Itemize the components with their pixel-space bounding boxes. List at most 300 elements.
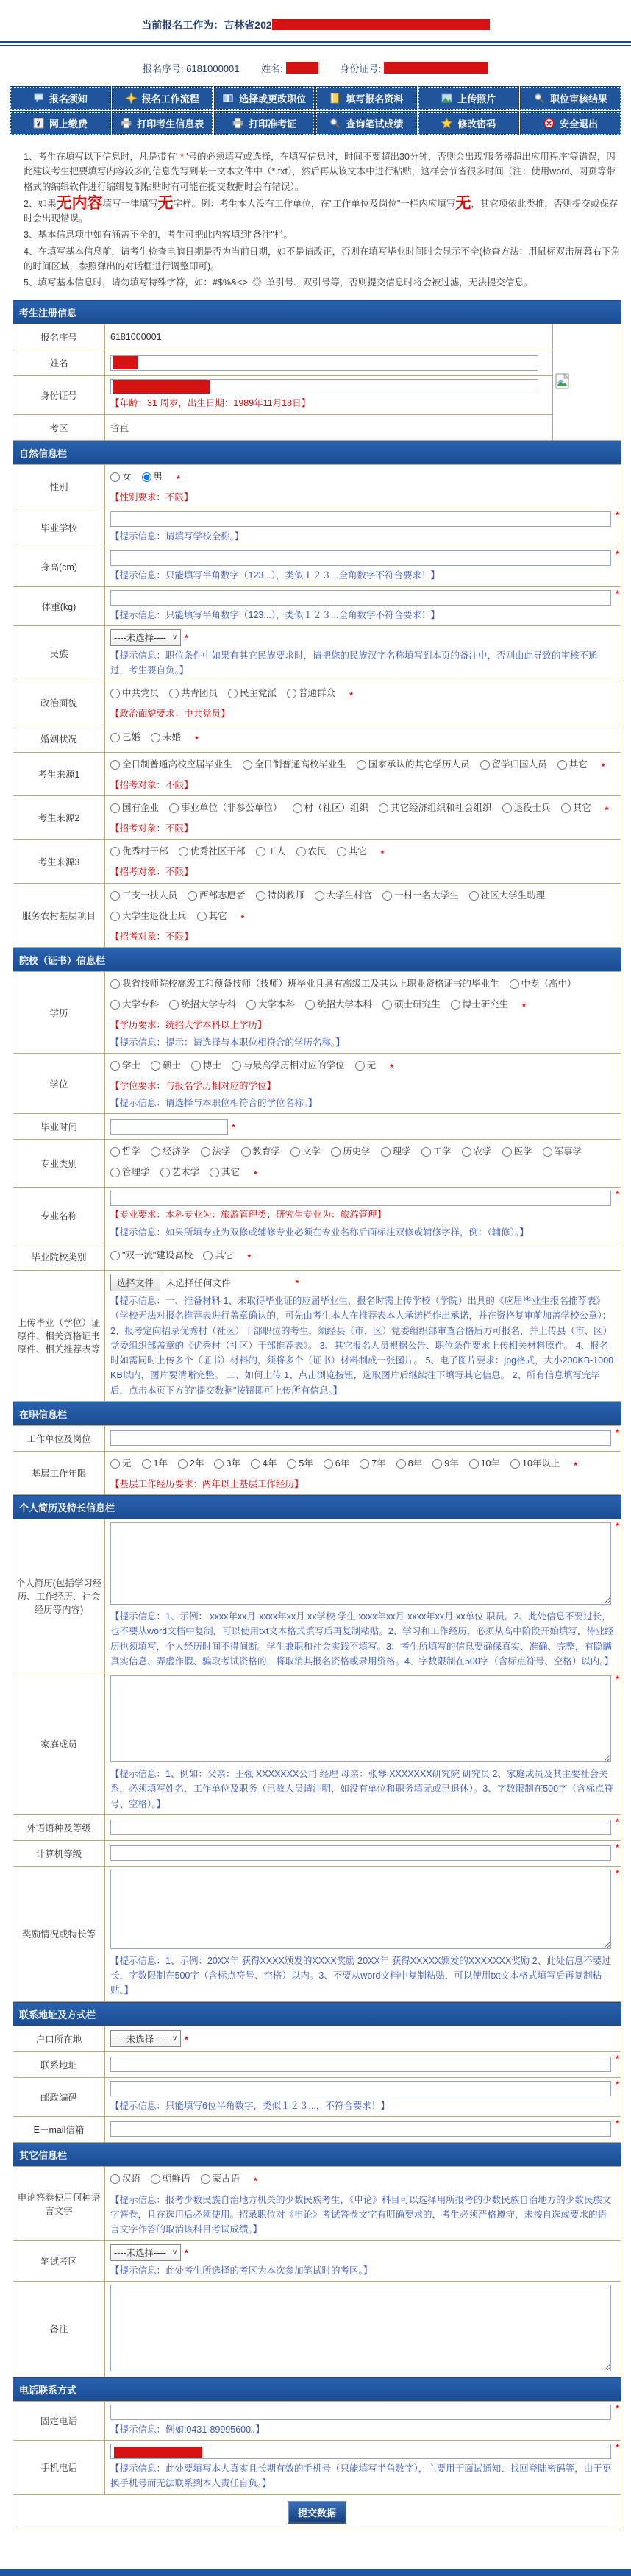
natural-info-table: [13, 464, 621, 948]
radio-option[interactable]: [243, 756, 346, 774]
radio-button[interactable]: [151, 1061, 160, 1071]
instruction-item-4: 4、在填写基本信息前，请考生检查电脑日期是否为当前日期，如不是请改正，否则在填写毕业时间时会显示不全(检查方法：用鼠标双击屏幕右下角的时间区域，参照弹出的对话框进行调整即可)。: [24, 246, 621, 272]
radio-option-label: 优秀社区干部: [190, 846, 246, 857]
radio-option[interactable]: [324, 1455, 349, 1473]
hint-text: 【提示信息：此处考生所选择的考区为本次参加笔试时的考区。】: [110, 2265, 373, 2276]
radio-button[interactable]: [296, 847, 306, 856]
radio-option[interactable]: [331, 1143, 371, 1161]
radio-option[interactable]: [110, 996, 159, 1014]
radio-option[interactable]: [382, 996, 441, 1014]
radio-button[interactable]: [287, 689, 296, 698]
radio-button[interactable]: [246, 1000, 256, 1010]
field-label: 毕业院校类别: [13, 1243, 105, 1271]
radio-option-label: "双一流"建设高校: [122, 1250, 193, 1260]
radio-option[interactable]: [203, 1246, 233, 1265]
radio-button[interactable]: [502, 1147, 512, 1157]
radio-button[interactable]: [210, 1168, 219, 1177]
household-location-select[interactable]: [110, 2030, 181, 2047]
radio-button[interactable]: [379, 803, 388, 813]
radio-button[interactable]: [251, 1459, 260, 1469]
form-row: [13, 1672, 621, 1815]
chevron-down-icon: ∨: [171, 633, 178, 642]
radio-button[interactable]: [469, 891, 479, 901]
radio-option[interactable]: [543, 1143, 582, 1161]
radio-button[interactable]: [179, 847, 188, 856]
radio-button[interactable]: [160, 1168, 170, 1177]
radio-option-label: 留学归国人员: [491, 759, 547, 770]
hint-text: 【提示信息：1、例如：父亲：王强 XXXXXXX公司 经理 母亲：张琴 XXXXXXX研究院 研究员 2、家庭成员及其主要社会关系，必须填写姓名、工作单位及职务（已故人员请注明，如没有单位和职务填无或已退休）。3、字数限制在500字（含标点符号、空格）。】: [110, 1769, 614, 1809]
radio-option-label: 文学: [302, 1146, 321, 1157]
radio-button[interactable]: [256, 891, 265, 901]
form-row: [13, 1188, 621, 1243]
radio-button[interactable]: [469, 1459, 479, 1469]
radio-option-label: 统招大学专科: [181, 999, 237, 1010]
graduation-time-input[interactable]: [110, 1119, 228, 1135]
required-asterisk: *: [601, 761, 605, 772]
radio-option-label: 朝鲜语: [163, 2173, 190, 2184]
fixed-phone-input[interactable]: [110, 2405, 611, 2420]
radio-option-label: 哲学: [122, 1146, 141, 1157]
required-asterisk: *: [232, 1121, 235, 1132]
radio-button[interactable]: [188, 891, 197, 901]
radio-option-label: 农学: [473, 1146, 492, 1157]
form-row: [13, 1425, 621, 1451]
radio-option-label: 10年: [480, 1458, 500, 1469]
radio-option-label: 三支一扶人员: [122, 890, 178, 901]
nav-label: 打印准考证: [249, 118, 297, 129]
radio-button[interactable]: [197, 912, 207, 921]
nav-button-change-password[interactable]: [418, 112, 518, 135]
radio-button[interactable]: [169, 1000, 179, 1010]
radio-option[interactable]: [110, 1246, 193, 1265]
idcard-label: 身份证号:: [340, 63, 382, 74]
hint-text: 【提示信息：一、准备材料 1、未取得毕业证的应届毕业生，报名时需上传学校（学院）出具的《应届毕业生报名推荐表》（学校无法对报名推荐表进行盖章确认的，可先由考生本人在推荐表本人承诺栏作出承诺，并在资格复审前加盖学校公章）； 2、报考定向招录优秀村（社区）干部职位的考生，须经县（市、区）党委组织部审查合格后方可报名，并上传县（市、区）党委组织部盖章的《优秀村（社区）干部推荐表》。 3、其它报名人员根据公告、职位条件要求上传相关材料原件。 4、报名时如需同时上传多个（证书）材料的，须将多个（证书）材料制成一张图片。 5、电子图片要求：jpg格式，大小200KB-1000KB以内，图片要清晰完整。 二、如何上传 1、点击浏览按钮，选取图片后继续往下填写其它信息。 2、所有信息填写完毕后，点击本页下方的"提交数据"按钮即可上传所有信息。】: [110, 1296, 614, 1396]
radio-option[interactable]: [432, 1455, 458, 1473]
radio-button[interactable]: [232, 1061, 241, 1071]
radio-option-label: 硕士: [163, 1060, 182, 1071]
radio-button[interactable]: [110, 1168, 120, 1177]
radio-button[interactable]: [331, 1147, 341, 1157]
radio-button[interactable]: [110, 1251, 120, 1260]
radio-button[interactable]: [315, 891, 324, 901]
instruction-item-5: 5、填写基本信息时，请勿填写特殊字符，如：#$%&<>《》单引号、双引号等，否则提交信息时将会被过滤，无法提交信息。: [24, 277, 533, 288]
weight-input[interactable]: [110, 590, 611, 606]
radio-button[interactable]: [510, 1459, 520, 1469]
radio-option[interactable]: [110, 728, 140, 747]
radio-option[interactable]: [110, 756, 232, 774]
form-row: [13, 1140, 621, 1188]
radio-option[interactable]: [382, 887, 459, 905]
radio-button[interactable]: [110, 689, 120, 698]
radio-button[interactable]: [110, 1147, 120, 1157]
field-label: 体重(kg): [13, 586, 105, 625]
radio-option[interactable]: [151, 1143, 190, 1161]
radio-option[interactable]: [293, 799, 369, 817]
field-label: 计算机等级: [13, 1840, 105, 1866]
radio-button[interactable]: [290, 1147, 300, 1157]
radio-option[interactable]: [110, 468, 132, 486]
radio-option[interactable]: [151, 1057, 181, 1075]
idcard-input[interactable]: [110, 379, 538, 394]
radio-button[interactable]: [561, 803, 571, 813]
radio-option-label: 其它: [208, 910, 227, 921]
radio-button[interactable]: [337, 847, 346, 856]
form-row: [13, 972, 621, 1054]
field-label: 考区: [13, 414, 105, 440]
radio-option[interactable]: [510, 975, 577, 993]
radio-option-label: 历史学: [343, 1146, 371, 1157]
radio-option[interactable]: [110, 1057, 140, 1075]
radio-button[interactable]: [256, 847, 265, 856]
form-row: [13, 2051, 621, 2077]
radio-option[interactable]: [379, 799, 492, 817]
radio-option[interactable]: [241, 1143, 281, 1161]
radio-button[interactable]: [241, 1147, 251, 1157]
radio-option[interactable]: [110, 975, 499, 993]
radio-option[interactable]: [169, 996, 236, 1014]
section-header-college: 院校（证书）信息栏: [13, 948, 621, 971]
radio-option[interactable]: [502, 1143, 532, 1161]
radio-button[interactable]: [110, 1459, 120, 1469]
radio-option[interactable]: [305, 996, 372, 1014]
form-row: [13, 796, 621, 840]
other-info-table: [13, 2166, 621, 2377]
radio-option-label: 其它: [215, 1250, 234, 1260]
requirement-note: 【学历要求：统招大学本科以上学历】: [110, 1020, 267, 1031]
radio-option[interactable]: [232, 1057, 345, 1075]
radio-option[interactable]: [178, 1455, 204, 1473]
nav-button-print-info-form[interactable]: [113, 112, 213, 135]
radio-option[interactable]: [396, 1455, 422, 1473]
radio-option[interactable]: [469, 887, 546, 905]
radio-option[interactable]: [110, 1455, 132, 1473]
academic-degree-radio-group: [110, 1062, 386, 1073]
remark-textarea[interactable]: [110, 2285, 611, 2371]
radio-button[interactable]: [381, 1147, 391, 1157]
redacted-title-block: [272, 19, 490, 30]
nav-label: 上传照片: [457, 93, 496, 104]
section-header-resume: 个人简历及特长信息栏: [13, 1495, 621, 1519]
select-value: ----未选择----: [114, 633, 166, 644]
contact-info-table: [13, 2026, 621, 2143]
radio-button[interactable]: [421, 1147, 431, 1157]
radio-option-label: 与最高学历相对应的学位: [243, 1060, 345, 1071]
postcode-input[interactable]: [110, 2081, 611, 2096]
radio-option[interactable]: [421, 1143, 452, 1161]
radio-option[interactable]: [110, 1163, 150, 1182]
email-input[interactable]: [110, 2121, 611, 2137]
radio-button[interactable]: [110, 847, 120, 856]
radio-option-label: 5年: [299, 1458, 313, 1469]
radio-button[interactable]: [110, 472, 120, 482]
radio-button[interactable]: [110, 760, 120, 770]
required-asterisk: *: [195, 734, 199, 745]
radio-option[interactable]: [142, 468, 163, 486]
radio-option[interactable]: [357, 756, 470, 774]
radio-button[interactable]: [142, 472, 151, 482]
required-asterisk: *: [185, 2248, 188, 2259]
radio-option[interactable]: [188, 887, 246, 905]
radio-option[interactable]: [110, 1143, 140, 1161]
form-row: [13, 840, 621, 883]
nav-label: 安全退出: [560, 118, 599, 129]
field-label: 邮政编码: [13, 2077, 105, 2116]
page-title-text: 当前报名工作为：吉林省202: [141, 19, 272, 31]
required-asterisk: *: [616, 2079, 619, 2090]
radio-option[interactable]: [169, 684, 218, 703]
nav-button-query-score[interactable]: [316, 112, 416, 135]
radio-option[interactable]: [561, 799, 591, 817]
field-label: 身高(cm): [13, 547, 105, 586]
nav-button-choose-position[interactable]: [215, 87, 315, 110]
radio-button[interactable]: [243, 760, 252, 770]
radio-button[interactable]: [293, 803, 302, 813]
radio-button[interactable]: [203, 1251, 213, 1260]
name-input[interactable]: [110, 355, 538, 371]
registration-form: [13, 300, 621, 2530]
radio-option[interactable]: [296, 842, 327, 861]
radio-button[interactable]: [382, 1000, 392, 1010]
radio-option-label: 大学生退役士兵: [122, 910, 187, 921]
radio-option-label: 社区大学生助理: [480, 890, 546, 901]
radio-button[interactable]: [142, 1459, 151, 1469]
form-row: [13, 1519, 621, 1672]
field-label: 外语语种及等级: [13, 1814, 105, 1840]
hint-text: 【提示信息：1、示例：20XX年 获得XXXX颁发的XXXX奖励 20XX年 获得XXXXX颁发的XXXXXXX奖励 2、此处信息不要过长，字数限制在500字（含标点符号、空格）以内。3、不要从word文档中复制粘贴，可以使用txt文本格式填写后再复制粘贴。】: [110, 1955, 611, 1996]
radio-button[interactable]: [201, 1147, 210, 1157]
radio-option[interactable]: [142, 1455, 168, 1473]
radio-option[interactable]: [201, 1143, 231, 1161]
choose-file-button[interactable]: 选择文件: [110, 1274, 160, 1291]
radio-button[interactable]: [543, 1147, 552, 1157]
radio-button[interactable]: [110, 733, 120, 742]
radio-button[interactable]: [110, 891, 120, 901]
rural-program-radio-group: [110, 890, 555, 923]
radio-option[interactable]: [290, 1143, 321, 1161]
radio-option[interactable]: [451, 996, 509, 1014]
radio-button[interactable]: [201, 2174, 210, 2184]
radio-button[interactable]: [169, 689, 179, 698]
education-radio-group: [110, 981, 587, 1012]
candidate-identity-line: [0, 61, 631, 75]
radio-button[interactable]: [151, 733, 160, 742]
radio-option-label: 博士研究生: [462, 999, 509, 1010]
field-label: 政治面貌: [13, 681, 105, 725]
radio-option[interactable]: [110, 2170, 140, 2188]
radio-option[interactable]: [256, 842, 286, 861]
radio-button[interactable]: [451, 1000, 460, 1010]
required-asterisk: *: [522, 1001, 526, 1012]
nav-button-review-result[interactable]: [521, 87, 621, 110]
radio-button[interactable]: [480, 760, 490, 770]
radio-option[interactable]: [469, 1455, 500, 1473]
radio-button[interactable]: [214, 1459, 224, 1469]
radio-button[interactable]: [510, 979, 519, 989]
redacted-name-value: [113, 356, 138, 369]
radio-option[interactable]: [480, 756, 547, 774]
family-members-textarea[interactable]: [110, 1675, 611, 1762]
exit-icon: [543, 118, 555, 129]
field-label: 上传毕业（学位）证原件、相关资格证书原件、相关推荐表等: [13, 1271, 105, 1402]
radio-option-label: 其它: [221, 1167, 240, 1178]
radio-option[interactable]: [256, 887, 304, 905]
radio-option[interactable]: [287, 1455, 313, 1473]
foreign-language-input[interactable]: [110, 1820, 611, 1835]
required-asterisk: *: [616, 549, 619, 560]
radio-button[interactable]: [357, 760, 366, 770]
radio-option[interactable]: [197, 907, 227, 926]
field-label: 备注: [13, 2281, 105, 2377]
radio-option[interactable]: [151, 728, 181, 747]
radio-button[interactable]: [110, 912, 120, 921]
nav-label: 选择或更改职位: [239, 93, 307, 104]
radio-option[interactable]: [151, 2170, 190, 2188]
nav-label: 查询笔试成绩: [346, 118, 404, 129]
nav-button-print-admission[interactable]: [215, 112, 315, 135]
radio-option[interactable]: [110, 907, 187, 926]
radio-option[interactable]: [360, 1455, 385, 1473]
radio-option-label: 6年: [335, 1458, 350, 1469]
form-row: [13, 1814, 621, 1840]
form-row: [13, 2077, 621, 2116]
name-label: 姓名:: [261, 63, 283, 74]
radio-button[interactable]: [324, 1459, 333, 1469]
nav-button-pay-online[interactable]: [10, 112, 110, 135]
redacted-idcard-block: [384, 62, 488, 74]
hint-text: 【提示信息：报考少数民族自治地方机关的少数民族考生，《申论》科目可以选择用所报考的少数民族自治地方的少数民族文字答卷，且在选用后必须使用。招录职位对《申论》考试答卷文字有明确要求的，考生必须严格遵守，未按自选或要求的语言文字作答的取消该科目考试成绩。】: [110, 2194, 612, 2235]
nav-button-logout[interactable]: [521, 112, 621, 135]
nav-button-notice[interactable]: [10, 87, 110, 110]
radio-button[interactable]: [462, 1147, 471, 1157]
school-input[interactable]: [110, 511, 611, 527]
radio-option[interactable]: [191, 1057, 221, 1075]
radio-option[interactable]: [160, 1163, 200, 1182]
radio-option[interactable]: [287, 684, 335, 703]
radio-option[interactable]: [355, 1057, 377, 1075]
header-divider: [0, 41, 631, 46]
radio-option[interactable]: [502, 799, 551, 817]
radio-button[interactable]: [305, 1000, 315, 1010]
hint-text: 【提示信息：职位条件中如果有其它民族要求时，请把您的民族汉字名称填写到本页的备注中，否则由此导致的审核不通过，考生要自负。】: [110, 650, 598, 675]
nav-button-fill-info[interactable]: [316, 87, 416, 110]
radio-option[interactable]: [251, 1455, 277, 1473]
radio-option[interactable]: [510, 1455, 560, 1473]
radio-button[interactable]: [110, 803, 120, 813]
radio-option[interactable]: [110, 842, 168, 861]
nav-button-upload-photo[interactable]: [418, 87, 518, 110]
radio-option[interactable]: [110, 887, 177, 905]
radio-option-label: 理学: [392, 1146, 411, 1157]
awards-textarea[interactable]: [110, 1870, 611, 1949]
radio-button[interactable]: [178, 1459, 188, 1469]
radio-button[interactable]: [287, 1459, 296, 1469]
major-name-input[interactable]: [110, 1191, 611, 1206]
required-asterisk: *: [616, 2442, 619, 2453]
field-label: 姓名: [13, 350, 105, 376]
college-type-radio-group: [110, 1252, 243, 1263]
radio-option[interactable]: [246, 996, 295, 1014]
form-row: [13, 752, 621, 795]
computer-level-input[interactable]: [110, 1845, 611, 1861]
radio-option-label: 男: [153, 471, 163, 482]
radio-button[interactable]: [110, 1000, 120, 1010]
radio-option[interactable]: [557, 756, 588, 774]
radio-option-label: 统招大学本科: [317, 999, 373, 1010]
radio-button[interactable]: [110, 2174, 120, 2184]
radio-option[interactable]: [210, 1163, 240, 1182]
hint-text: 【提示信息：请选择与本职位相符合的学位名称。】: [110, 1098, 318, 1109]
serial-label: 报名序号:: [142, 63, 184, 74]
required-asterisk: *: [616, 1842, 619, 1853]
resume-textarea[interactable]: [110, 1522, 611, 1605]
radio-button[interactable]: [396, 1459, 406, 1469]
form-row: [13, 2441, 621, 2495]
file-status-text: 未选择任何文件: [166, 1278, 231, 1288]
radio-button[interactable]: [169, 803, 179, 813]
grid-icon: [223, 93, 234, 104]
radio-option[interactable]: [337, 842, 367, 861]
radio-button[interactable]: [228, 689, 238, 698]
radio-button[interactable]: [191, 1061, 201, 1071]
radio-button[interactable]: [110, 979, 120, 989]
radio-option[interactable]: [462, 1143, 492, 1161]
radio-button[interactable]: [382, 891, 392, 901]
form-row: [13, 547, 621, 586]
job-info-table: [13, 1425, 621, 1495]
radio-button[interactable]: [110, 1061, 120, 1071]
radio-button[interactable]: [502, 803, 512, 813]
radio-option[interactable]: [110, 684, 159, 703]
radio-option[interactable]: [214, 1455, 240, 1473]
nav-button-workflow[interactable]: [113, 87, 213, 110]
form-row: [13, 1271, 621, 1402]
contact-address-input[interactable]: [110, 2057, 611, 2072]
written-exam-zone-select[interactable]: [110, 2244, 181, 2261]
radio-option-label: 国家承认的其它学历人员: [368, 759, 470, 770]
work-unit-input[interactable]: [110, 1430, 611, 1446]
radio-button[interactable]: [151, 2174, 160, 2184]
radio-button[interactable]: [360, 1459, 369, 1469]
radio-option[interactable]: [228, 684, 277, 703]
radio-option[interactable]: [381, 1143, 411, 1161]
sparkle-icon: [126, 93, 137, 104]
requirement-note: 【基层工作经历要求：两年以上基层工作经历】: [110, 1478, 304, 1489]
radio-button[interactable]: [432, 1459, 442, 1469]
radio-button[interactable]: [355, 1061, 365, 1071]
hint-text: 【提示信息：只能填写半角数字（123...），类似１２３...全角数字不符合要求！】: [110, 609, 440, 620]
radio-button[interactable]: [557, 760, 567, 770]
nation-select[interactable]: [110, 629, 181, 646]
radio-option[interactable]: [201, 2170, 240, 2188]
field-label: 婚姻状况: [13, 725, 105, 752]
radio-option-label: 中共党员: [122, 688, 160, 699]
required-asterisk: *: [616, 2053, 619, 2064]
field-label: 申论答卷使用何种语言文字: [13, 2166, 105, 2240]
mobile-phone-input[interactable]: [110, 2444, 611, 2459]
nav-label: 报名须知: [49, 93, 88, 104]
requirement-note: 【招考对象：不限】: [110, 931, 193, 942]
radio-option[interactable]: [179, 842, 246, 861]
radio-option[interactable]: [110, 799, 159, 817]
radio-button[interactable]: [151, 1147, 160, 1157]
required-asterisk: *: [349, 690, 353, 701]
height-input[interactable]: [110, 550, 611, 566]
instruction-item-3: 3、基本信息项中如有涵盖不全的，考生可把此内容填到"备注"栏。: [24, 230, 293, 241]
radio-option[interactable]: [315, 887, 373, 905]
required-asterisk: *: [616, 1427, 619, 1438]
radio-option[interactable]: [169, 799, 282, 817]
submit-data-button[interactable]: 提交数据: [288, 2501, 346, 2524]
